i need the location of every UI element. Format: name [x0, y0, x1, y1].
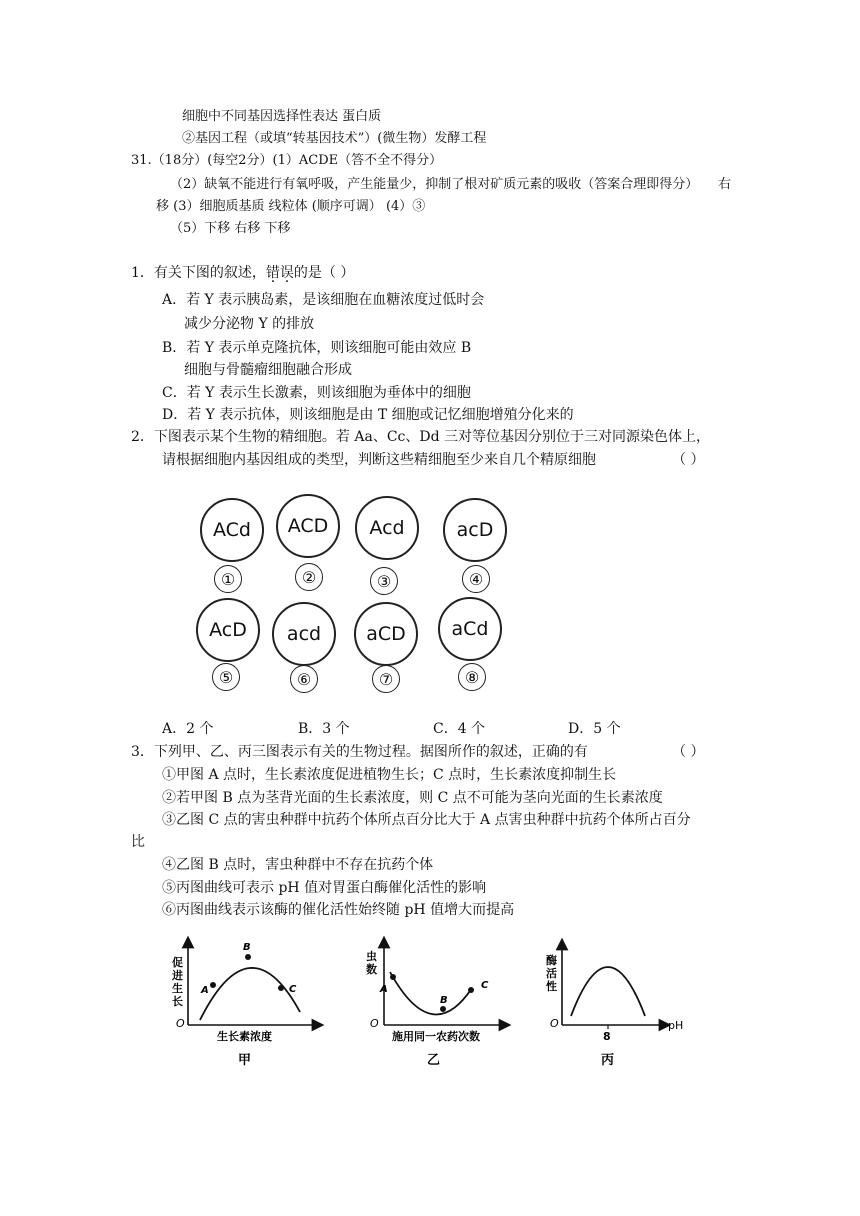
q3-statement-2: ②若甲图 B 点为茎背光面的生长素浓度，则 C 点不可能为茎向光面的生长素浓度	[162, 790, 663, 806]
q3-statement-6: ⑥丙图曲线表示该酶的催化活性始终随 pH 值增大而提高	[162, 902, 515, 918]
sperm-cell: ACD	[276, 494, 340, 558]
sperm-cell: acD	[443, 498, 507, 562]
answer-line-1: 细胞中不同基因选择性表达 蛋白质	[182, 109, 382, 124]
curve	[200, 968, 300, 1020]
point-c	[278, 985, 284, 991]
y-label: 虫	[366, 950, 377, 963]
answer-line-4-end: 右	[718, 177, 732, 192]
graph-bing	[546, 944, 683, 1068]
cell-number: ⑧	[458, 663, 486, 691]
point-a	[390, 974, 396, 980]
x-label: 施用同一农药次数	[392, 1030, 480, 1043]
q1-option-a-line2: 减少分泌物 Y 的排放	[184, 316, 315, 332]
q1-stem: 1．有关下图的叙述，错误的是（ ）	[131, 265, 355, 281]
sperm-cell: AcD	[196, 598, 260, 662]
origin: O	[370, 1017, 379, 1030]
label-c: C	[289, 984, 297, 995]
process-graphs	[0, 930, 860, 1090]
y-label: 性	[546, 980, 557, 993]
q2-option-b: B．3 个	[298, 721, 350, 737]
answer-line-3: 31.（18分）(每空2分）(1）ACDE（答不全不得分）	[131, 153, 443, 168]
sperm-cell: Acd	[355, 496, 419, 560]
q2-stem-2: 请根据细胞内基因组成的类型，判断这些精细胞至少来自几个精原细胞	[162, 452, 596, 468]
graph-jia	[171, 942, 318, 1068]
cell-number: ⑥	[290, 665, 318, 693]
answer-line-6: （5）下移 右移 下移	[170, 221, 291, 236]
point-b	[245, 954, 251, 960]
q1-option-b-line1: B．若 Y 表示单克隆抗体，则该细胞可能由效应 B	[162, 340, 472, 356]
y-label: 进	[172, 969, 183, 982]
q1-option-b-line2: 细胞与骨髓瘤细胞融合形成	[184, 362, 352, 378]
q3-statement-4: ④乙图 B 点时，害虫种群中不存在抗药个体	[162, 857, 434, 873]
x-label: pH	[668, 1019, 684, 1032]
cell-number: ①	[214, 565, 242, 593]
curve	[390, 972, 472, 1014]
cell-number: ③	[370, 567, 398, 595]
q3-statement-3-cont: 比	[131, 834, 145, 850]
q1-option-a-line1: A．若 Y 表示胰岛素，是该细胞在血糖浓度过低时会	[162, 292, 485, 308]
cell-number: ②	[295, 563, 323, 591]
curve	[571, 967, 645, 1016]
sperm-cell: ACd	[200, 498, 264, 562]
q2-option-c: C．4 个	[433, 721, 486, 737]
q3-stem: 3．下列甲、乙、丙三图表示有关的生物过程。据图所作的叙述，正确的有	[131, 744, 588, 760]
answer-line-2: ②基因工程（或填“转基因技术”）(微生物）发酵工程	[182, 131, 487, 146]
q3-answer-paren: （ ）	[672, 744, 705, 760]
cell-number: ④	[462, 565, 490, 593]
y-label: 生	[172, 982, 183, 995]
q3-statement-5: ⑤丙图曲线可表示 pH 值对胃蛋白酶催化活性的影响	[162, 880, 487, 896]
sperm-cell: aCd	[438, 597, 502, 661]
label-b: B	[243, 942, 251, 953]
x-label: 生长素浓度	[217, 1030, 272, 1043]
y-label: 长	[172, 995, 183, 1008]
caption: 丙	[601, 1053, 615, 1068]
answer-line-5: 移 (3）细胞质基质 线粒体 (顺序可调） (4）③	[156, 199, 426, 214]
q2-stem-1: 2．下图表示某个生物的精细胞。若 Aa、Cc、Dd 三对等位基因分别位于三对同源染色体上，	[131, 429, 711, 445]
caption: 甲	[238, 1053, 252, 1068]
graph-yi	[366, 942, 505, 1068]
q2-option-a: A．2 个	[162, 721, 214, 737]
point-c	[468, 987, 474, 993]
point-a	[210, 982, 216, 988]
label-a: A	[201, 985, 209, 996]
label-b: B	[440, 995, 448, 1006]
q3-statement-1: ①甲图 A 点时，生长素浓度促进植物生长；C 点时，生长素浓度抑制生长	[162, 767, 617, 783]
cell-number: ⑦	[372, 665, 400, 693]
q2-answer-paren: （ ）	[672, 452, 705, 468]
cell-number: ⑤	[212, 663, 240, 691]
y-label: 促	[172, 956, 183, 969]
sperm-cell: acd	[272, 602, 336, 666]
caption: 乙	[427, 1053, 441, 1068]
point-b	[440, 1006, 446, 1012]
sperm-cell: aCD	[354, 602, 418, 666]
answer-line-4: （2）缺氧不能进行有氧呼吸，产生能量少，抑制了根对矿质元素的吸收（答案合理即得分）	[170, 177, 699, 192]
x-tick-label: 8	[603, 1030, 611, 1043]
label-a: A	[380, 984, 388, 995]
label-c: C	[481, 980, 489, 991]
origin: O	[550, 1017, 559, 1030]
y-label: 酶	[546, 954, 557, 967]
q2-option-d: D．5 个	[568, 721, 621, 737]
q1-option-c: C．若 Y 表示生长激素，则该细胞为垂体中的细胞	[162, 385, 471, 401]
q3-statement-3: ③乙图 C 点的害虫种群中抗药个体所点百分比大于 A 点害虫种群中抗药个体所占百分	[162, 812, 691, 828]
y-label: 活	[546, 967, 557, 980]
q1-option-d: D．若 Y 表示抗体，则该细胞是由 T 细胞或记忆细胞增殖分化来的	[162, 407, 574, 423]
origin: O	[176, 1017, 185, 1030]
y-label: 数	[366, 963, 377, 976]
